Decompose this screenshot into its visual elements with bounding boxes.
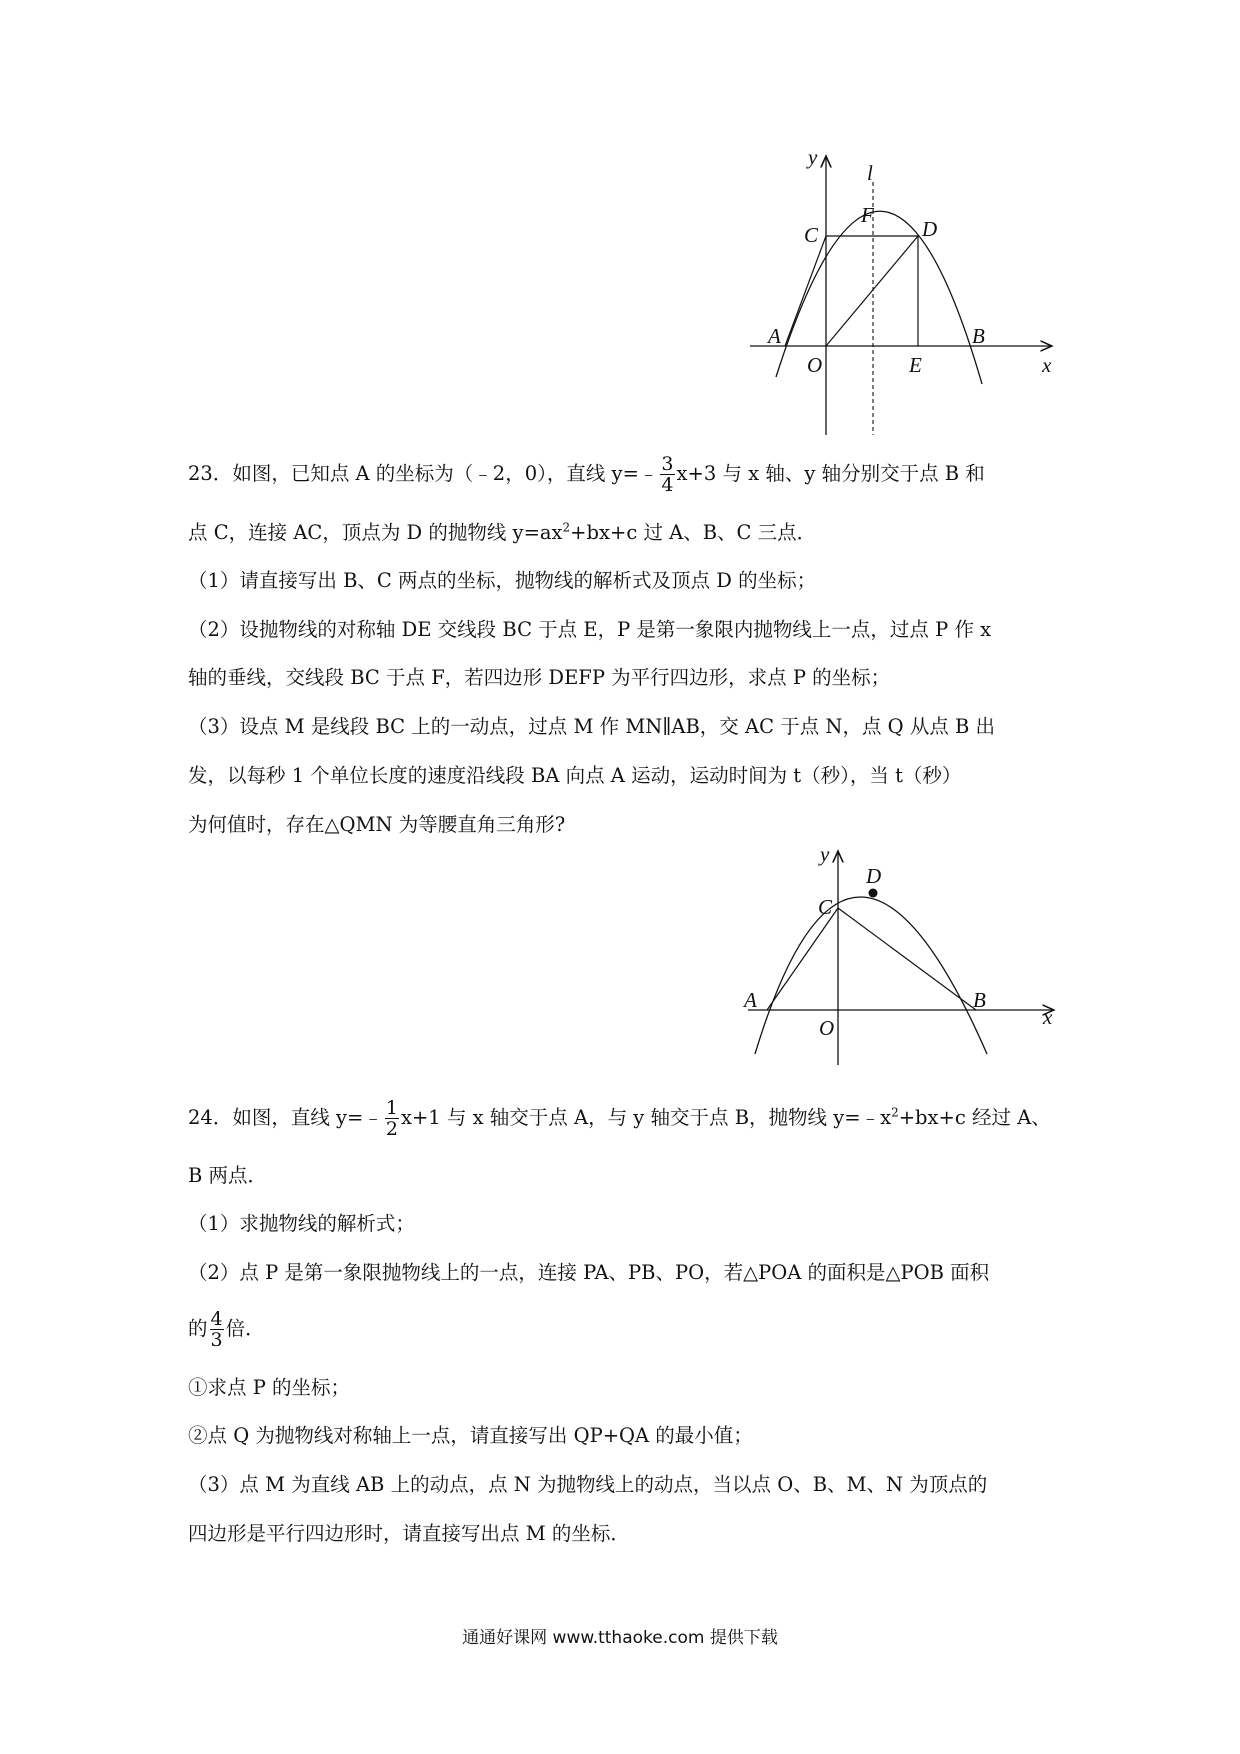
q23-line2-sup: 2 xyxy=(562,520,571,535)
segment-ac xyxy=(785,236,826,346)
label-l: l xyxy=(867,161,873,185)
q23-line2-post: +bx+c 过 A、B、C 三点． xyxy=(570,521,817,544)
figure-1-svg xyxy=(740,150,1060,435)
q24-line1-pre: 24．如图，直线 y=﹣ xyxy=(188,1106,383,1129)
segment-od xyxy=(826,236,918,346)
q23-part-3b: 发，以每秒 1 个单位长度的速度沿线段 BA 向点 A 运动，运动时间为 t（秒），当 t（秒） xyxy=(188,764,962,787)
q24-line1-sup: 2 xyxy=(891,1105,899,1120)
label-o: O xyxy=(819,1016,835,1040)
label-x: x xyxy=(1043,1005,1053,1029)
q23-line2-pre: 点 C，连接 AC，顶点为 D 的抛物线 y=ax xyxy=(188,521,563,544)
q23-part-3c: 为何值时，存在△QMN 为等腰直角三角形? xyxy=(188,813,566,836)
parabola xyxy=(755,897,987,1054)
figure-1-parabola-diagram xyxy=(740,150,1060,435)
label-a: A xyxy=(768,324,781,348)
q24-ratio-fraction xyxy=(210,1309,224,1350)
q24-line1-post: x+1 与 x 轴交于点 A，与 y 轴交于点 B，抛物线 y=﹣x xyxy=(400,1106,892,1129)
q24-part-1: （1）求抛物线的解析式； xyxy=(188,1212,415,1235)
q24-frac-den: 2 xyxy=(385,1118,398,1140)
label-c: C xyxy=(818,895,833,919)
q24-line1-post2: +bx+c 经过 A、 xyxy=(898,1106,1051,1129)
label-c: C xyxy=(804,223,819,247)
q24-part2b-pre: 的 xyxy=(188,1317,208,1340)
q23-part-3a: （3）设点 M 是线段 BC 上的一动点，过点 M 作 MN∥AB，交 AC 于点 N，点 Q 从点 B 出 xyxy=(188,715,996,738)
q23-part-2b: 轴的垂线，交线段 BC 于点 F，若四边形 DEFP 为平行四边形，求点 P 的坐标； xyxy=(188,666,891,689)
q23-frac-num: 3 xyxy=(661,453,674,475)
q23-line-2 xyxy=(188,519,1058,547)
figure-2-parabola-diagram xyxy=(740,843,1060,1065)
label-b: B xyxy=(973,988,986,1012)
label-e: E xyxy=(909,353,922,377)
q23-part-2a: （2）设抛物线的对称轴 DE 交线段 BC 于点 E，P 是第一象限内抛物线上一点，过点 P 作 x xyxy=(188,618,992,641)
figure-2-svg xyxy=(740,843,1060,1065)
q24-part2b-post: 倍． xyxy=(225,1317,265,1340)
label-a: A xyxy=(744,988,757,1012)
label-y: y xyxy=(820,843,830,866)
label-d: D xyxy=(866,864,882,888)
label-f: F xyxy=(861,203,874,227)
vertex-point-d xyxy=(869,889,878,898)
label-d: D xyxy=(922,217,938,241)
q24-sub-1: ①求点 P 的坐标； xyxy=(188,1376,351,1399)
q23-line1-pre: 23．如图，已知点 A 的坐标为（﹣2，0），直线 y=﹣ xyxy=(188,462,659,485)
q24-part-2a: （2）点 P 是第一象限抛物线上的一点，连接 PA、PB、PO，若△POA 的面积是△POB 面积 xyxy=(188,1261,990,1284)
q24-line-1 xyxy=(188,1098,1058,1139)
segment-cb xyxy=(838,908,976,1010)
q24-ratio-num: 4 xyxy=(210,1308,223,1330)
q24-part-2b xyxy=(188,1309,1058,1350)
label-o: O xyxy=(807,353,823,377)
q24-ratio-den: 3 xyxy=(210,1329,223,1351)
label-x: x xyxy=(1042,353,1052,377)
q23-line-1 xyxy=(188,454,1058,495)
q23-part-1: （1）请直接写出 B、C 两点的坐标，抛物线的解析式及顶点 D 的坐标； xyxy=(188,569,817,592)
q24-sub-2: ②点 Q 为抛物线对称轴上一点，请直接写出 QP+QA 的最小值； xyxy=(188,1424,753,1447)
q23-fraction xyxy=(660,454,674,495)
q24-fraction xyxy=(385,1098,399,1139)
q24-frac-num: 1 xyxy=(385,1097,398,1119)
segment-ac xyxy=(767,908,838,1010)
q24-part-3b: 四边形是平行四边形时，请直接写出点 M 的坐标． xyxy=(188,1522,630,1545)
q23-frac-den: 4 xyxy=(661,474,674,496)
q24-part-3a: （3）点 M 为直线 AB 上的动点，点 N 为抛物线上的动点，当以点 O、B、M、N 为顶点的 xyxy=(188,1473,988,1496)
q23-line1-post: x+3 与 x 轴、y 轴分别交于点 B 和 xyxy=(676,462,985,485)
label-y: y xyxy=(808,150,818,169)
q24-line-2: B 两点． xyxy=(188,1164,268,1187)
page-footer: 通通好课网 www.tthaoke.com 提供下载 xyxy=(462,1628,778,1648)
label-b: B xyxy=(972,324,985,348)
